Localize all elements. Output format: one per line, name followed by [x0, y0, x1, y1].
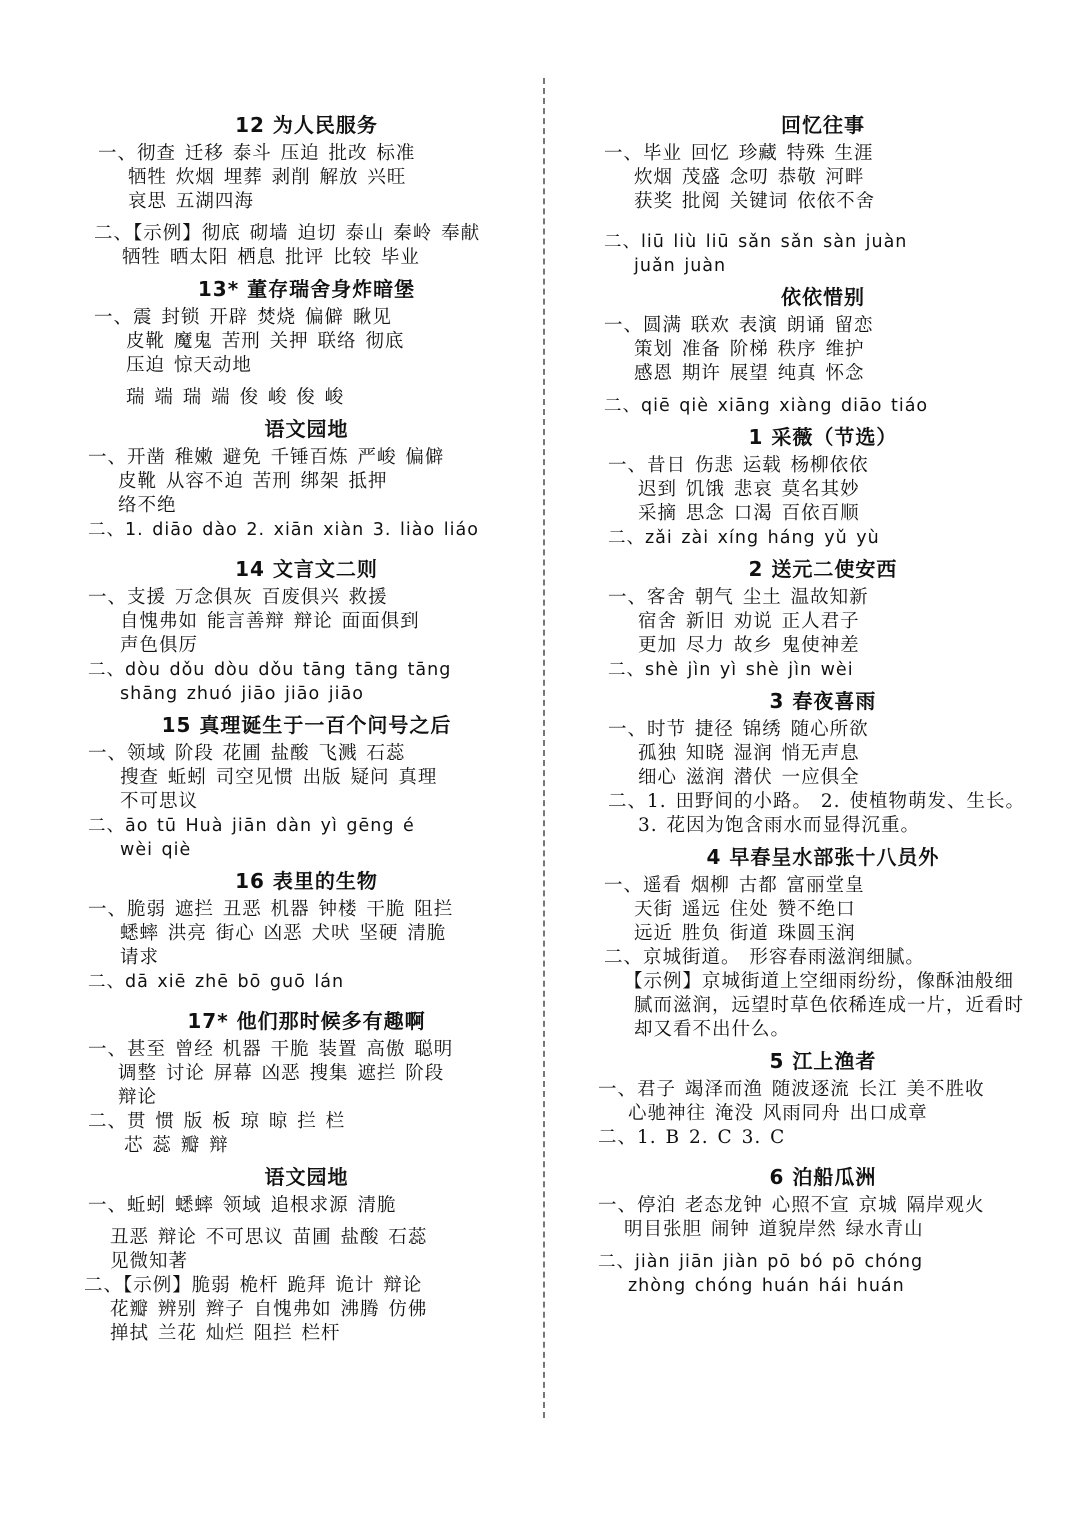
- spacer: [84, 378, 529, 386]
- lesson-title: 13* 董存瑞舍身炸暗堡: [197, 277, 416, 301]
- answer-line: 瑞 端 瑞 端 俊 峻 俊 峻: [126, 387, 345, 408]
- pinyin-answer-line: shāng zhuó jiāo jiāo jiāo: [120, 684, 364, 704]
- answer-line: 络不绝: [118, 495, 177, 516]
- answer-line: 二、【示例】彻底 砌墙 迫切 泰山 秦岭 奉献: [94, 223, 481, 244]
- answer-line: 一、领域 阶段 花圃 盐酸 飞溅 石蕊: [88, 743, 406, 764]
- answer-line: 细心 滋润 潜伏 一应俱全: [638, 767, 860, 788]
- answer-line: 迟到 饥饿 悲哀 莫名其妙: [638, 479, 860, 500]
- pinyin-answer-line: 二、dā xiē zhē bō guō lán: [88, 972, 345, 992]
- pinyin-answer-line: 二、jiàn jiān jiàn pō bó pō chóng: [598, 1252, 924, 1272]
- spacer: [84, 1218, 529, 1226]
- answer-line: 一、脆弱 遮拦 丑恶 机器 钟楼 干脆 阻拦: [88, 899, 454, 920]
- answer-line: 掸拭 兰花 灿烂 阻拦 栏杆: [110, 1323, 341, 1344]
- answer-line: 一、遥看 烟柳 古都 富丽堂皇: [604, 875, 865, 896]
- answer-line: 一、毕业 回忆 珍藏 特殊 生涯: [604, 143, 874, 164]
- answer-line: 一、客舍 朝气 尘土 温故知新: [608, 587, 869, 608]
- spacer: [84, 214, 529, 222]
- answer-line: 感恩 期许 展望 纯真 怀念: [634, 363, 865, 384]
- lesson-title: 3 春夜喜雨: [769, 689, 877, 713]
- answer-line: 宿舍 新旧 劝说 正人君子: [638, 611, 860, 632]
- lesson-title: 6 泊船瓜洲: [769, 1165, 877, 1189]
- lesson-title: 5 江上渔者: [769, 1049, 877, 1073]
- lesson-title: 4 早春呈水部张十八员外: [706, 845, 940, 869]
- answer-line: 获奖 批阅 关键词 依依不舍: [634, 191, 876, 212]
- answer-line: 心驰神往 淹没 风雨同舟 出口成章: [628, 1103, 928, 1124]
- answer-line: 一、震 封锁 开辟 焚烧 偏僻 瞅见: [94, 307, 392, 328]
- pinyin-answer-line: 二、shè jìn yì shè jìn wèi: [608, 660, 854, 680]
- answer-line: 孤独 知晓 湿润 悄无声息: [638, 743, 860, 764]
- answer-line: 二、京城街道。 形容春雨滋润细腻。: [604, 947, 925, 968]
- answer-line: 腻而滋润，远望时草色依稀连成一片，近看时: [634, 995, 1025, 1016]
- answer-line: 见微知著: [110, 1251, 189, 1272]
- answer-line: 天街 遥远 住处 赞不绝口: [634, 899, 856, 920]
- answer-line: 声色俱厉: [120, 635, 199, 656]
- answer-line: 丑恶 辩论 不可思议 苗圃 盐酸 石蕊: [110, 1227, 428, 1248]
- answer-line: 皮靴 魔鬼 苦刑 关押 联络 彻底: [126, 331, 405, 352]
- answer-line: 牺牲 晒太阳 栖息 批评 比较 毕业: [122, 247, 420, 268]
- answer-line: 一、君子 竭泽而渔 随波逐流 长江 美不胜收: [598, 1079, 985, 1100]
- answer-line: 一、昔日 伤悲 运载 杨柳依依: [608, 455, 869, 476]
- answer-line: 炊烟 茂盛 念叨 恭敬 河畔: [634, 167, 865, 188]
- lesson-title: 2 送元二使安西: [748, 557, 898, 581]
- spacer: [84, 994, 529, 1002]
- answer-line: 不可思议: [120, 791, 199, 812]
- answer-line: 皮靴 从容不迫 苦刑 绑架 抵押: [118, 471, 388, 492]
- spacer: [598, 222, 1048, 230]
- answer-line: 却又看不出什么。: [634, 1019, 791, 1040]
- pinyin-answer-line: juǎn juàn: [634, 256, 727, 276]
- answer-line: 一、蚯蚓 蟋蟀 领域 追根求源 清脆: [88, 1195, 397, 1216]
- answer-line: 芯 蕊 瓣 辩: [124, 1135, 229, 1156]
- pinyin-answer-line: zhòng chóng huán hái huán: [628, 1276, 905, 1296]
- lesson-title: 语文园地: [264, 1165, 349, 1189]
- lesson-title: 12 为人民服务: [235, 113, 378, 137]
- answer-line: 调整 讨论 屏幕 凶恶 搜集 遮拦 阶段: [118, 1063, 445, 1084]
- lesson-title: 14 文言文二则: [235, 557, 378, 581]
- pinyin-answer-line: 二、zǎi zài xíng háng yǔ yù: [608, 528, 880, 548]
- answer-line: 明目张胆 闹钟 道貌岸然 绿水青山: [624, 1219, 924, 1240]
- answer-line: 策划 准备 阶梯 秩序 维护: [634, 339, 865, 360]
- answer-line: 一、时节 捷径 锦绣 随心所欲: [608, 719, 869, 740]
- left-column: [84, 106, 529, 1346]
- answer-line: 一、支援 万念俱灰 百废俱兴 救援: [88, 587, 388, 608]
- right-column: [598, 106, 1048, 1298]
- answer-line: 3. 花因为饱含雨水而显得沉重。: [638, 815, 921, 836]
- answer-line: 【示例】京城街道上空细雨纷纷，像酥油般细: [624, 971, 1015, 992]
- spacer: [84, 542, 529, 550]
- answer-line: 二、贯 惯 版 板 琼 晾 拦 栏: [88, 1111, 346, 1132]
- spacer: [598, 1150, 1048, 1158]
- answer-line: 更加 尽力 故乡 鬼使神差: [638, 635, 860, 656]
- answer-line: 二、【示例】脆弱 桅杆 跪拜 诡计 辩论: [84, 1275, 423, 1296]
- answer-line: 压迫 惊天动地: [126, 355, 252, 376]
- lesson-title: 回忆往事: [781, 113, 865, 137]
- pinyin-answer-line: 二、qiē qiè xiāng xiàng diāo tiáo: [604, 396, 929, 416]
- lesson-title: 16 表里的生物: [235, 869, 378, 893]
- lesson-title: 15 真理诞生于一百个问号之后: [161, 713, 452, 737]
- answer-line: 蟋蟀 洪亮 街心 凶恶 犬吠 坚硬 清脆: [120, 923, 447, 944]
- lesson-title: 依依惜别: [781, 285, 865, 309]
- lesson-title: 17* 他们那时候多有趣啊: [187, 1009, 426, 1033]
- spacer: [598, 1242, 1048, 1250]
- pinyin-answer-line: 二、liū liù liū sǎn sǎn sàn juàn: [604, 232, 908, 252]
- answer-line: 一、停泊 老态龙钟 心照不宣 京城 隔岸观火: [598, 1195, 985, 1216]
- pinyin-answer-line: 二、dòu dǒu dòu dǒu tāng tāng tāng: [88, 660, 452, 680]
- answer-line: 一、圆满 联欢 表演 朗诵 留恋: [604, 315, 874, 336]
- spacer: [598, 386, 1048, 394]
- answer-line: 哀思 五湖四海: [128, 191, 254, 212]
- answer-line: 搜查 蚯蚓 司空见惯 出版 疑问 真理: [120, 767, 438, 788]
- answer-line: 请求: [120, 947, 160, 968]
- answer-line: 二、1. B 2. C 3. C: [598, 1127, 786, 1148]
- answer-line: 二、1. 田野间的小路。 2. 使植物萌发、生长。: [608, 791, 1025, 812]
- pinyin-answer-line: 二、āo tū Huà jiān dàn yì gēng é: [88, 816, 415, 836]
- answer-line: 一、甚至 曾经 机器 干脆 装置 高傲 聪明: [88, 1039, 454, 1060]
- answer-line: 采摘 思念 口渴 百依百顺: [638, 503, 860, 524]
- lesson-title: 语文园地: [264, 417, 349, 441]
- answer-line: 远近 胜负 街道 珠圆玉润: [634, 923, 856, 944]
- answer-line: 自愧弗如 能言善辩 辩论 面面俱到: [120, 611, 420, 632]
- pinyin-answer-line: 二、1. diāo dào 2. xiān xiàn 3. liào liáo: [88, 520, 479, 540]
- answer-line: 辩论: [118, 1087, 158, 1108]
- answer-line: 牺牲 炊烟 埋葬 剥削 解放 兴旺: [128, 167, 407, 188]
- answer-line: 一、彻查 迁移 泰斗 压迫 批改 标准: [98, 143, 416, 164]
- answer-line: 一、开凿 稚嫩 避免 千锤百炼 严峻 偏僻: [88, 447, 445, 468]
- spacer: [598, 214, 1048, 222]
- lesson-title: 1 采薇（节选）: [748, 425, 898, 449]
- column-divider: [543, 78, 545, 1418]
- answer-line: 花瓣 辨别 辫子 自愧弗如 沸腾 仿佛: [110, 1299, 428, 1320]
- pinyin-answer-line: wèi qiè: [120, 840, 192, 860]
